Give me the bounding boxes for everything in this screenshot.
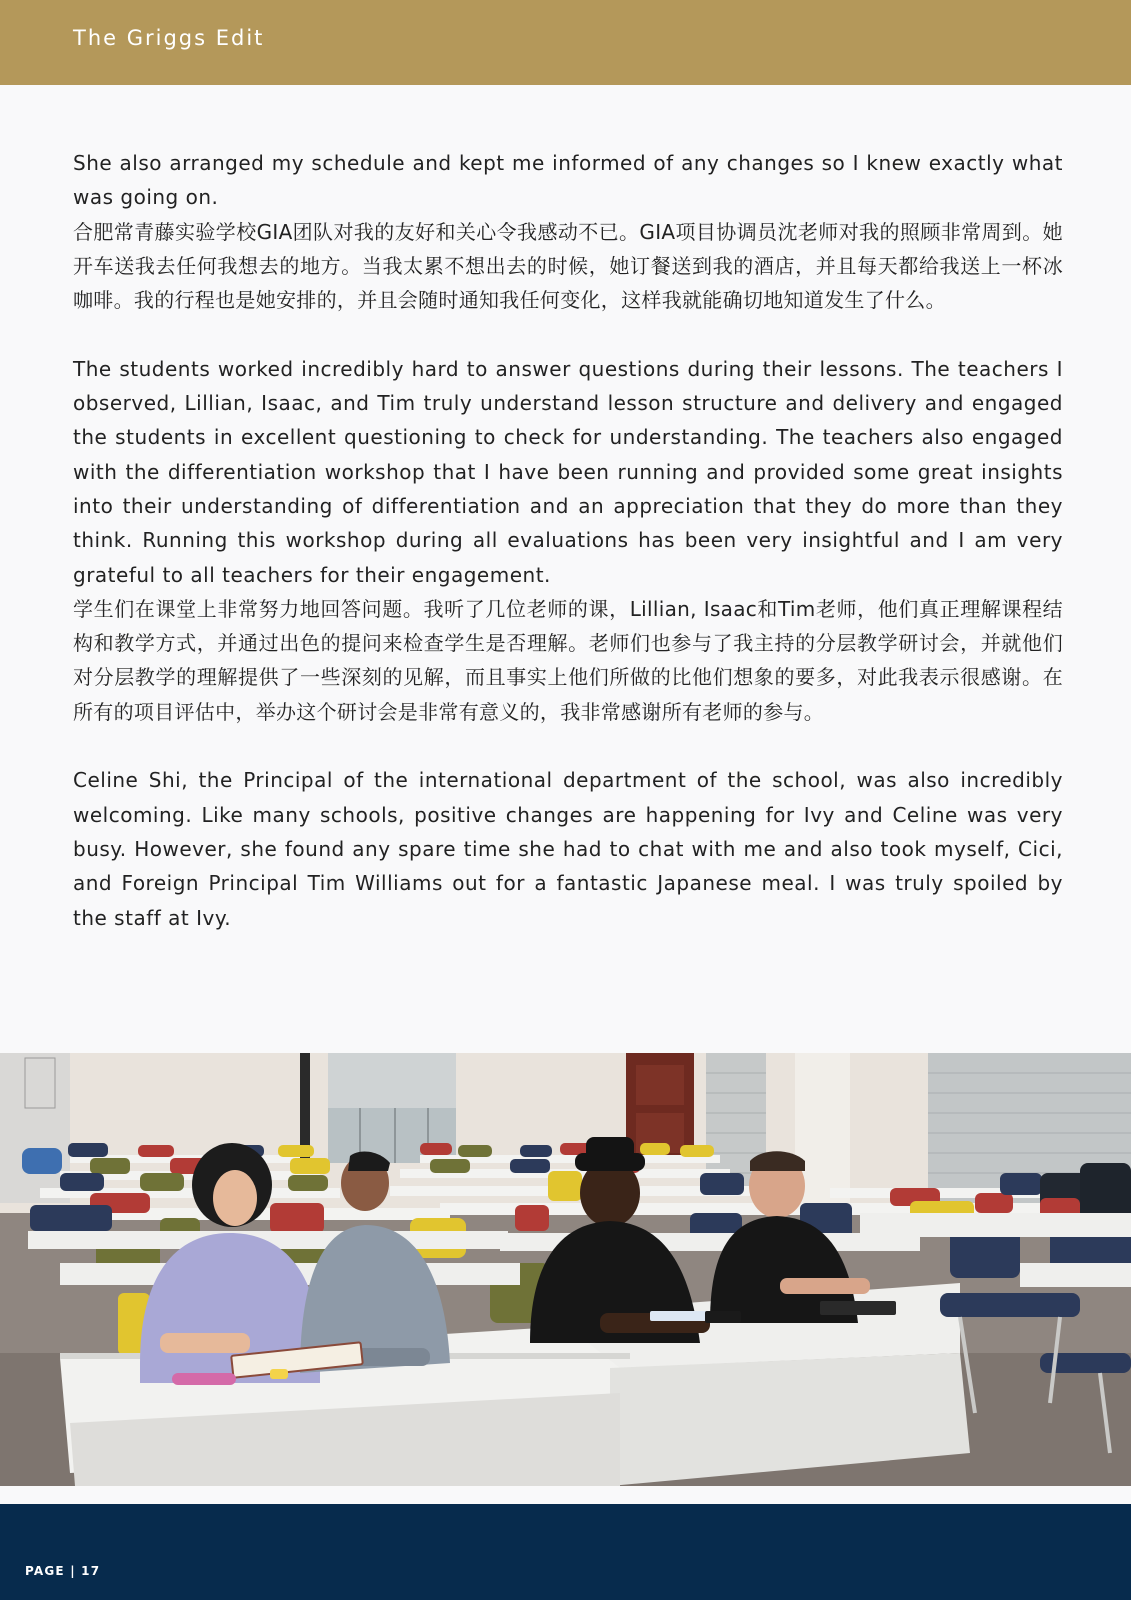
page-header <box>0 0 1131 85</box>
paragraph-en-1: She also arranged my schedule and kept me informed of any changes so I knew exactly what was going on. <box>73 151 1063 210</box>
paragraph-zh-2: 学生们在课堂上非常努力地回答问题。我听了几位老师的课，Lillian, Isaac和Tim老师，他们真正理解课程结构和教学方式，并通过出色的提问来检查学生是否理解。老师们也参与了我主持的分层教学研讨会，并就他们对分层教学的理解提供了一些深刻的见解，而且事实上他们所做的比他们想象的要多，对此我表示很感谢。在所有的项目评估中，举办这个研讨会是非常有意义的，我非常感谢所有老师的参与。 <box>73 596 1063 724</box>
page-number: PAGE | 17 <box>25 1564 101 1578</box>
paragraph-en-2: The students worked incredibly hard to answer questions during their lessons. The teachers I observed, Lillian, Isaac, and Tim truly understand lesson structure and delivery and engaged the students in excellent questioning to check for understanding. The teachers also engaged with the differentiation workshop that I have been running and provided some great insights into their understanding of differentiation and an appreciation that they do more than they think. Running this workshop during all evaluations has been very insightful and I am very grateful to all teachers for their engagement. <box>73 356 1063 587</box>
page-footer <box>0 1504 1131 1600</box>
paragraph-spacer <box>73 317 1063 351</box>
publication-title: The Griggs Edit <box>73 26 265 50</box>
paragraph-en-3: Celine Shi, the Principal of the international department of the school, was also incredibly welcoming. Like many schools, positive changes are happening for Ivy and Celine was very busy. However, she found any spare time she had to chat with me and also took myself, Cici, and Foreign Principal Tim Williams out for a fantastic Japanese meal. I was truly spoiled by the staff at Ivy. <box>73 768 1063 930</box>
article-body <box>73 146 1063 935</box>
paragraph-zh-1: 合肥常青藤实验学校GIA团队对我的友好和关心令我感动不已。GIA项目协调员沈老师对我的照顾非常周到。她开车送我去任何我想去的地方。当我太累不想出去的时候，她订餐送到我的酒店，并且每天都给我送上一杯冰咖啡。我的行程也是她安排的，并且会随时通知我任何变化，这样我就能确切地知道发生了什么。 <box>73 219 1063 313</box>
paragraph-spacer <box>73 729 1063 763</box>
classroom-photo-illustration <box>0 1053 1131 1486</box>
classroom-photo <box>0 1053 1131 1486</box>
